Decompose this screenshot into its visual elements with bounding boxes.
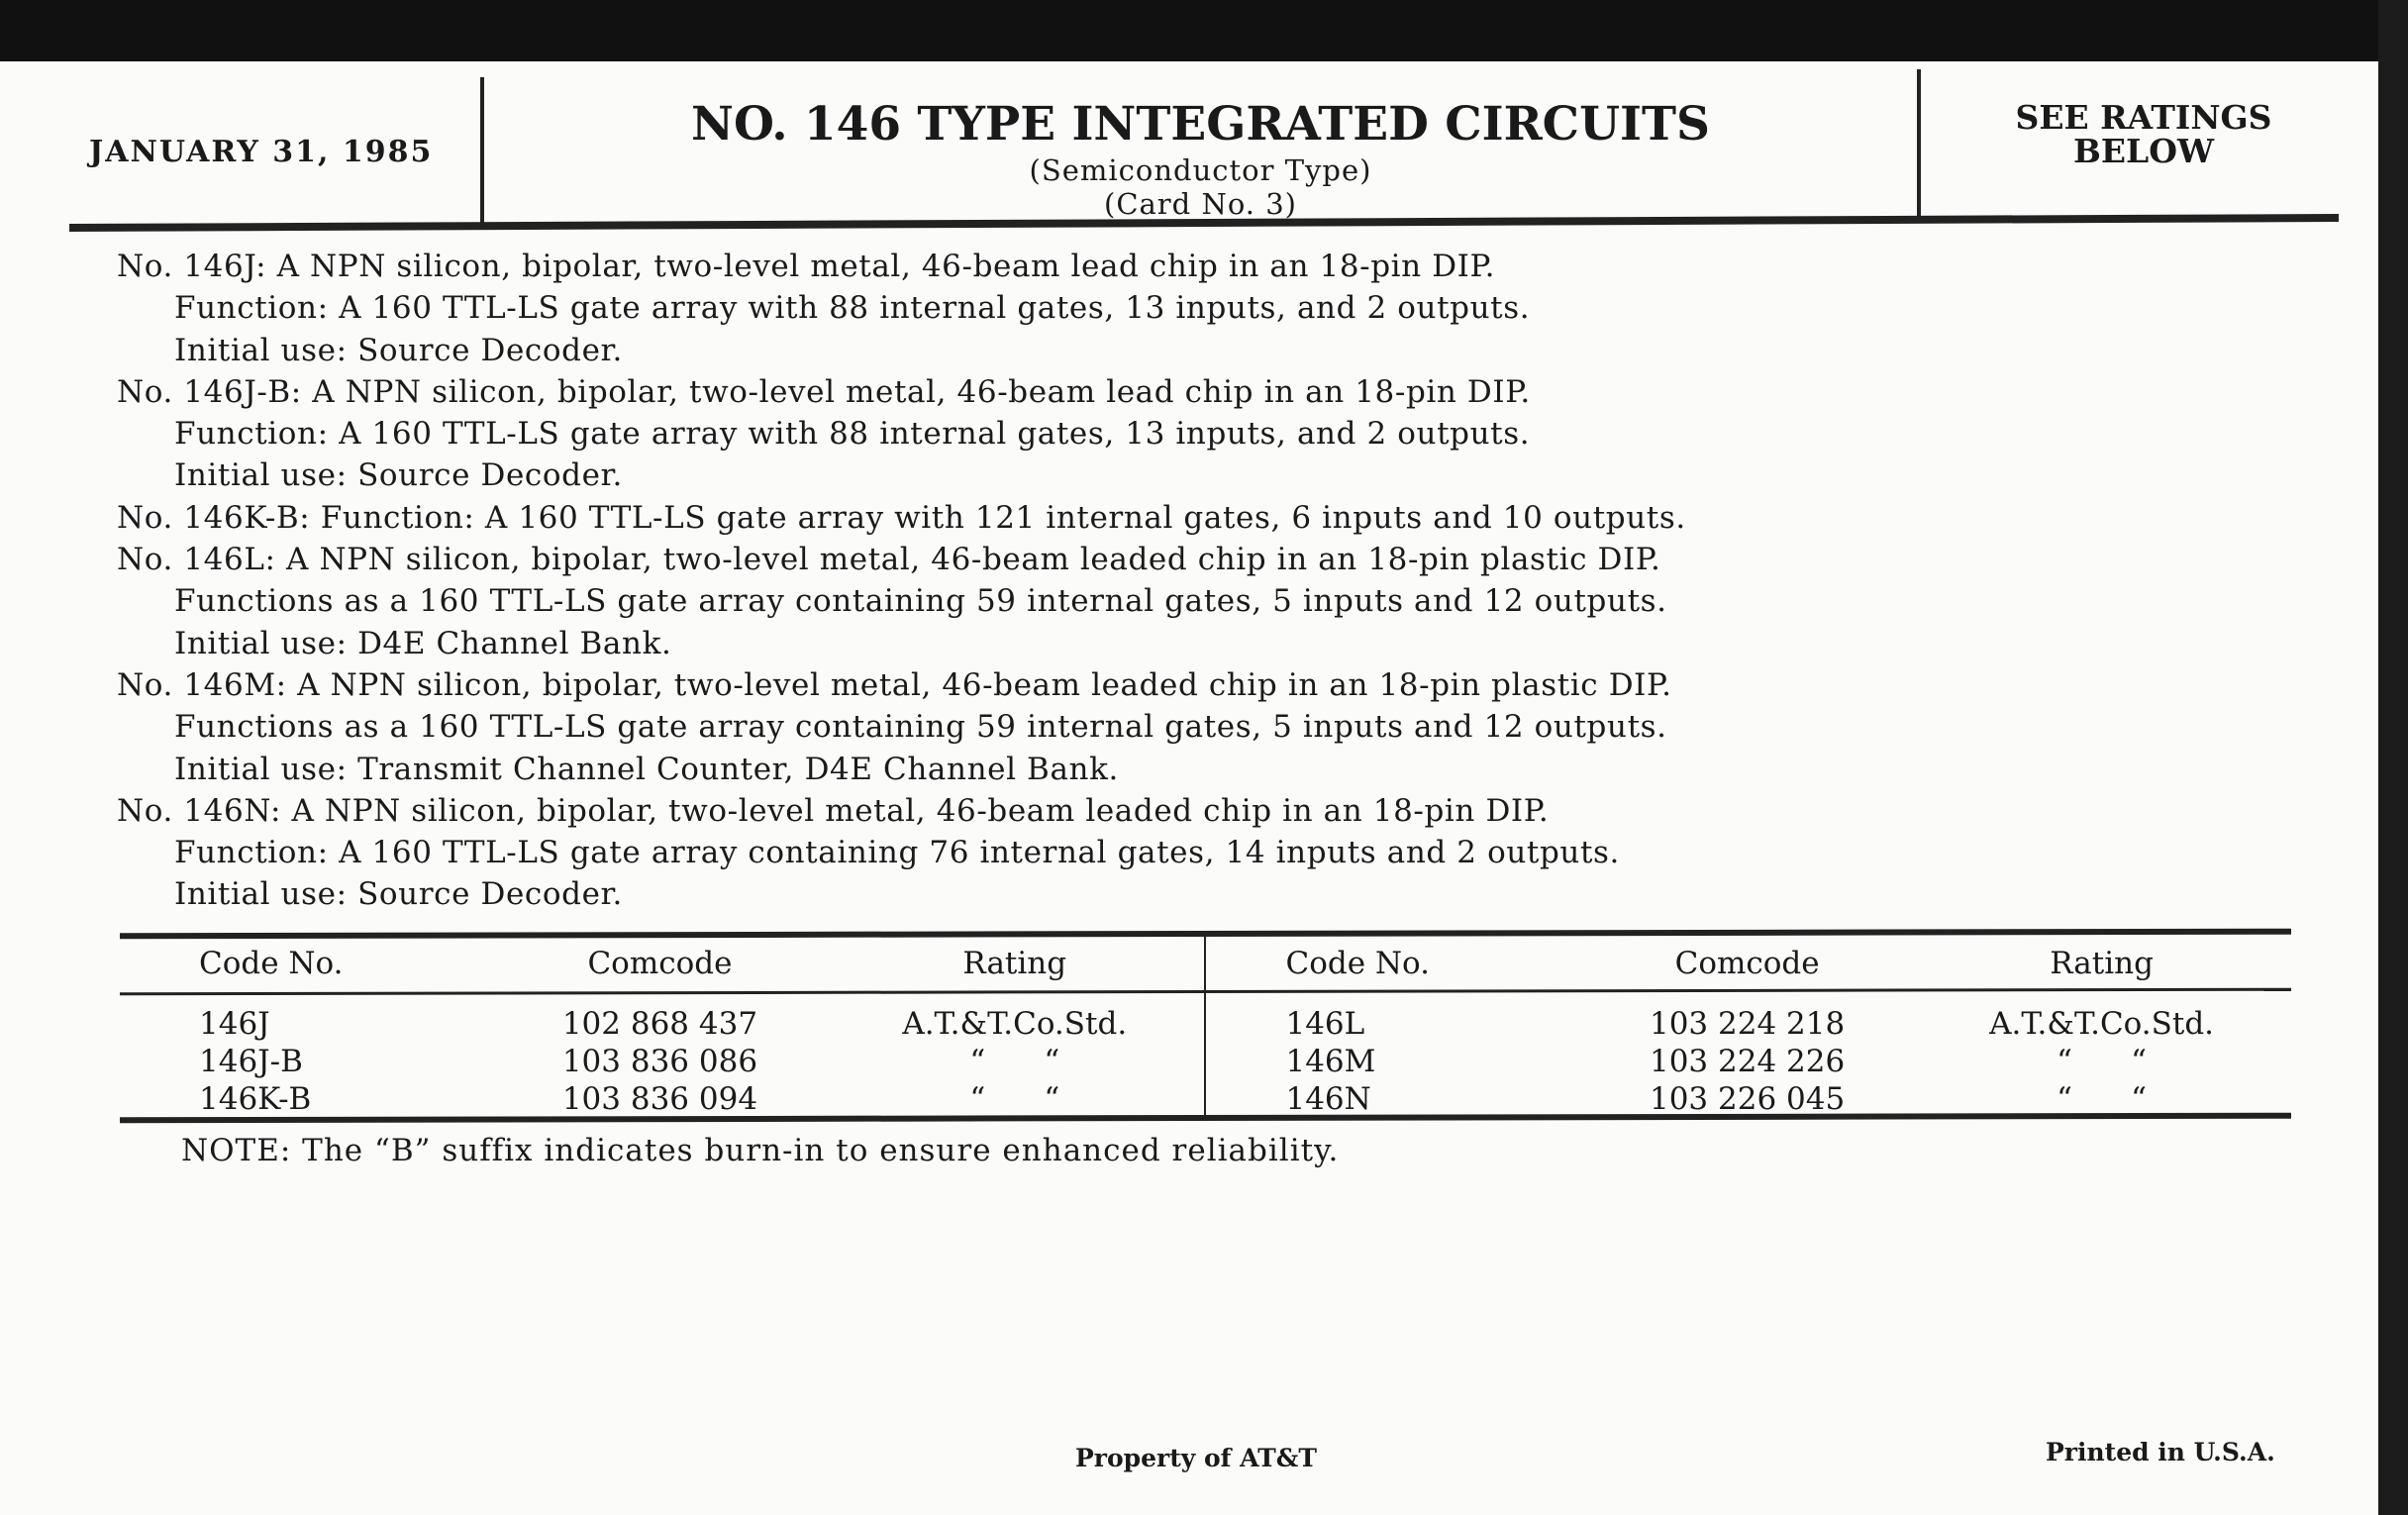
description-line: No. 146L: A NPN silicon, bipolar, two-level metal, 46-beam leaded chip in an 18-pin plastic DIP. [117, 542, 1661, 578]
description-line: Functions as a 160 TTL-LS gate array containing 59 internal gates, 5 inputs and 12 outputs. [174, 583, 1667, 620]
description-line: Function: A 160 TTL-LS gate array with 88 internal gates, 13 inputs, and 2 outputs. [174, 416, 1531, 453]
cell-code-no: 146J-B [199, 1044, 303, 1079]
cell-rating: “ “ [969, 1081, 1060, 1117]
description-line: Initial use: Transmit Channel Counter, D4E Channel Bank. [174, 751, 1119, 787]
card-number: (Card No. 3) [1104, 187, 1297, 221]
table-header-row [120, 935, 2291, 992]
description-line: No. 146M: A NPN silicon, bipolar, two-level metal, 46-beam leaded chip in an 18-pin plastic DIP. [117, 666, 1672, 703]
cell-rating: “ “ [969, 1044, 1060, 1079]
subtitle: (Semiconductor Type) [1029, 153, 1372, 187]
header-comcode: Comcode [587, 946, 733, 981]
description-line: Functions as a 160 TTL-LS gate array containing 59 internal gates, 5 inputs and 12 outputs. [174, 709, 1667, 746]
table-row [120, 992, 2291, 1043]
cell-rating: A.T.&T.Co.Std. [1989, 1006, 2215, 1042]
cell-code-no: 146L [1205, 992, 1582, 1043]
description-line: No. 146K-B: Function: A 160 TTL-LS gate array with 121 internal gates, 6 inputs and 10 outputs. [117, 499, 1686, 536]
description-line: Initial use: Source Decoder. [174, 876, 623, 913]
cell-code-no: 146N [1205, 1080, 1582, 1118]
page-title: NO. 146 TYPE INTEGRATED CIRCUITS [691, 97, 1710, 152]
cell-rating: “ “ [2057, 1081, 2147, 1117]
header-code-no: Code No. [199, 946, 344, 981]
see-ratings-line1: SEE RATINGS [2015, 98, 2272, 137]
header-comcode: Comcode [1674, 946, 1820, 981]
description-line: Initial use: Source Decoder. [174, 332, 623, 368]
table-row [120, 1080, 2291, 1118]
description-line: Initial use: D4E Channel Bank. [174, 625, 672, 661]
description-body [117, 246, 2295, 916]
cell-rating: A.T.&T.Co.Std. [902, 1006, 1128, 1042]
cell-comcode: 103 224 218 [1649, 1006, 1846, 1042]
see-ratings-line2: BELOW [2072, 132, 2215, 170]
cell-comcode: 103 836 086 [561, 1044, 758, 1079]
printed-footer: Printed in U.S.A. [2046, 1438, 2275, 1466]
description-line: No. 146N: A NPN silicon, bipolar, two-level metal, 46-beam leaded chip in an 18-pin DIP. [117, 792, 1550, 829]
header-rating: Rating [2050, 946, 2154, 981]
header-code-no: Code No. [1205, 935, 1582, 992]
cell-code-no: 146J [199, 1006, 270, 1042]
cell-comcode: 102 868 437 [561, 1006, 758, 1042]
header-rating: Rating [962, 946, 1067, 981]
description-line: No. 146J-B: A NPN silicon, bipolar, two-level metal, 46-beam lead chip in an 18-pin DIP. [117, 373, 1531, 410]
ratings-table [120, 935, 2291, 1118]
header-divider-right [1917, 69, 1921, 218]
cell-code-no: 146M [1205, 1043, 1582, 1080]
cell-comcode: 103 226 045 [1649, 1081, 1846, 1117]
cell-comcode: 103 836 094 [561, 1081, 758, 1117]
scan-edge [2378, 0, 2408, 1515]
property-footer: Property of AT&T [1075, 1444, 1317, 1472]
description-line: Function: A 160 TTL-LS gate array containing 76 internal gates, 14 inputs and 2 outputs. [174, 835, 1620, 871]
cell-code-no: 146K-B [199, 1081, 312, 1117]
cell-comcode: 103 224 226 [1649, 1044, 1846, 1079]
note: NOTE: The “B” suffix indicates burn-in to ensure enhanced reliability. [181, 1133, 1340, 1168]
cell-rating: “ “ [2057, 1044, 2147, 1079]
header-divider-left [480, 77, 484, 224]
description-line: No. 146J: A NPN silicon, bipolar, two-level metal, 46-beam lead chip in an 18-pin DIP. [117, 249, 1496, 284]
see-ratings-label [1926, 98, 2361, 170]
date: JANUARY 31, 1985 [89, 135, 434, 169]
table-row [120, 1043, 2291, 1080]
description-line: Initial use: Source Decoder. [174, 457, 623, 494]
description-line: Function: A 160 TTL-LS gate array with 88 internal gates, 13 inputs, and 2 outputs. [174, 290, 1531, 327]
